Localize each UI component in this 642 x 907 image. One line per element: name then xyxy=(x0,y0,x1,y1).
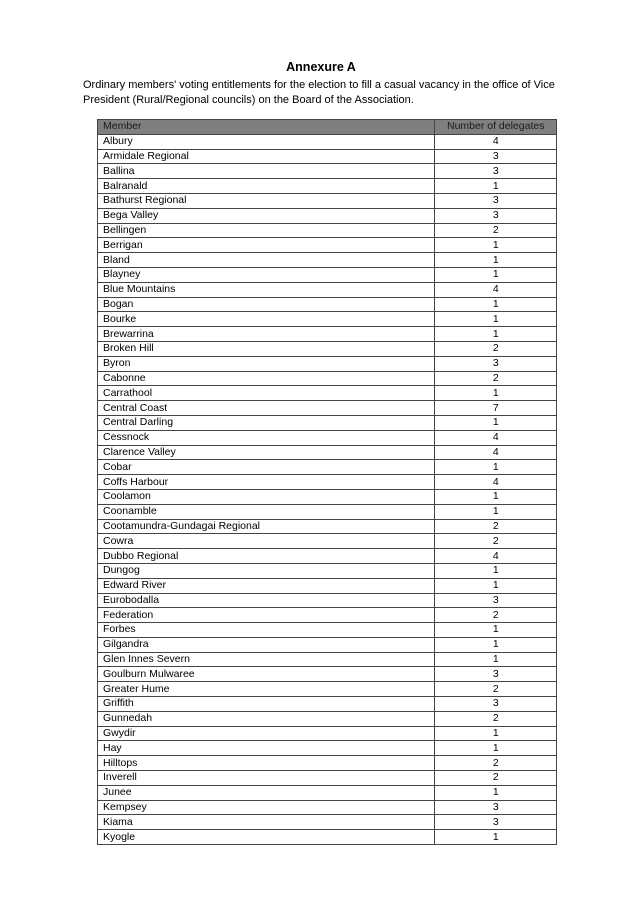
member-name-cell: Carrathool xyxy=(98,386,435,401)
intro-paragraph: Ordinary members' voting entitlements for the election to fill a casual vacancy in the office of Vice President (Rural/Regional councils) on the Board of the Association. xyxy=(83,79,555,106)
member-name-cell: Broken Hill xyxy=(98,341,435,356)
delegates-count-cell: 1 xyxy=(435,563,557,578)
table-row xyxy=(98,238,557,253)
page-title: Annexure A xyxy=(286,60,356,74)
table-row xyxy=(98,267,557,282)
member-name-cell: Cobar xyxy=(98,460,435,475)
delegates-count-cell: 2 xyxy=(435,711,557,726)
table-row xyxy=(98,341,557,356)
delegates-count-cell: 4 xyxy=(435,445,557,460)
delegates-count-cell: 3 xyxy=(435,356,557,371)
table-row xyxy=(98,815,557,830)
member-name-cell: Berrigan xyxy=(98,238,435,253)
member-name-cell: Clarence Valley xyxy=(98,445,435,460)
table-row xyxy=(98,430,557,445)
table-row xyxy=(98,623,557,638)
table-row xyxy=(98,578,557,593)
table-row xyxy=(98,371,557,386)
table-row xyxy=(98,608,557,623)
delegates-count-cell: 1 xyxy=(435,830,557,845)
member-name-cell: Greater Hume xyxy=(98,682,435,697)
delegates-count-cell: 3 xyxy=(435,815,557,830)
table-row xyxy=(98,637,557,652)
table-row xyxy=(98,223,557,238)
member-name-cell: Cowra xyxy=(98,534,435,549)
member-name-cell: Kiama xyxy=(98,815,435,830)
member-name-cell: Goulburn Mulwaree xyxy=(98,667,435,682)
table-row xyxy=(98,401,557,416)
delegates-count-cell: 1 xyxy=(435,386,557,401)
member-name-cell: Brewarrina xyxy=(98,327,435,342)
table-row xyxy=(98,208,557,223)
member-name-cell: Gunnedah xyxy=(98,711,435,726)
member-name-cell: Bland xyxy=(98,253,435,268)
delegates-count-cell: 1 xyxy=(435,179,557,194)
delegates-count-cell: 4 xyxy=(435,134,557,149)
member-name-cell: Dubbo Regional xyxy=(98,549,435,564)
member-name-cell: Dungog xyxy=(98,563,435,578)
member-name-cell: Hilltops xyxy=(98,756,435,771)
table-row xyxy=(98,741,557,756)
table-row xyxy=(98,460,557,475)
table-row xyxy=(98,726,557,741)
table-row xyxy=(98,282,557,297)
member-name-cell: Cootamundra-Gundagai Regional xyxy=(98,519,435,534)
table-row xyxy=(98,563,557,578)
delegates-count-cell: 2 xyxy=(435,682,557,697)
table-row xyxy=(98,134,557,149)
delegates-count-cell: 2 xyxy=(435,519,557,534)
delegates-count-cell: 3 xyxy=(435,193,557,208)
table-row xyxy=(98,415,557,430)
member-name-cell: Bega Valley xyxy=(98,208,435,223)
delegates-count-cell: 2 xyxy=(435,608,557,623)
table-row xyxy=(98,386,557,401)
member-name-cell: Coolamon xyxy=(98,489,435,504)
table-body xyxy=(98,134,557,844)
table-row xyxy=(98,253,557,268)
table-row xyxy=(98,356,557,371)
member-name-cell: Junee xyxy=(98,785,435,800)
delegates-count-cell: 7 xyxy=(435,401,557,416)
delegates-count-cell: 3 xyxy=(435,697,557,712)
delegates-count-cell: 1 xyxy=(435,297,557,312)
member-name-cell: Edward River xyxy=(98,578,435,593)
member-name-cell: Eurobodalla xyxy=(98,593,435,608)
member-name-cell: Balranald xyxy=(98,179,435,194)
table-row xyxy=(98,297,557,312)
delegates-count-cell: 1 xyxy=(435,578,557,593)
table-row xyxy=(98,149,557,164)
delegates-count-cell: 3 xyxy=(435,593,557,608)
table-row xyxy=(98,800,557,815)
table-row xyxy=(98,164,557,179)
member-name-cell: Bogan xyxy=(98,297,435,312)
table-row xyxy=(98,756,557,771)
delegates-count-cell: 2 xyxy=(435,771,557,786)
member-name-cell: Coffs Harbour xyxy=(98,475,435,490)
voting-entitlements-table xyxy=(97,119,557,845)
member-name-cell: Central Darling xyxy=(98,415,435,430)
delegates-count-cell: 4 xyxy=(435,475,557,490)
table-row xyxy=(98,830,557,845)
delegates-count-cell: 1 xyxy=(435,726,557,741)
table-row xyxy=(98,593,557,608)
delegates-count-cell: 3 xyxy=(435,149,557,164)
delegates-count-cell: 3 xyxy=(435,164,557,179)
member-name-cell: Gwydir xyxy=(98,726,435,741)
table-row xyxy=(98,711,557,726)
member-name-cell: Griffith xyxy=(98,697,435,712)
member-name-cell: Albury xyxy=(98,134,435,149)
delegates-count-cell: 4 xyxy=(435,549,557,564)
table-row xyxy=(98,445,557,460)
delegates-count-cell: 1 xyxy=(435,637,557,652)
table-header-row xyxy=(98,120,557,135)
delegates-count-cell: 2 xyxy=(435,756,557,771)
delegates-count-cell: 2 xyxy=(435,534,557,549)
delegates-count-cell: 2 xyxy=(435,371,557,386)
member-name-cell: Gilgandra xyxy=(98,637,435,652)
member-name-cell: Blayney xyxy=(98,267,435,282)
member-name-cell: Byron xyxy=(98,356,435,371)
member-name-cell: Glen Innes Severn xyxy=(98,652,435,667)
delegates-count-cell: 2 xyxy=(435,341,557,356)
member-name-cell: Kempsey xyxy=(98,800,435,815)
delegates-count-cell: 1 xyxy=(435,253,557,268)
table-row xyxy=(98,519,557,534)
delegates-count-cell: 4 xyxy=(435,430,557,445)
member-name-cell: Forbes xyxy=(98,623,435,638)
table-row xyxy=(98,534,557,549)
table-row xyxy=(98,475,557,490)
table-row xyxy=(98,504,557,519)
member-name-cell: Ballina xyxy=(98,164,435,179)
member-name-cell: Federation xyxy=(98,608,435,623)
member-name-cell: Coonamble xyxy=(98,504,435,519)
delegates-count-cell: 1 xyxy=(435,652,557,667)
column-header-member: Member xyxy=(98,120,435,135)
table-row xyxy=(98,697,557,712)
delegates-count-cell: 1 xyxy=(435,489,557,504)
delegates-count-cell: 1 xyxy=(435,327,557,342)
member-name-cell: Cabonne xyxy=(98,371,435,386)
delegates-count-cell: 1 xyxy=(435,623,557,638)
member-name-cell: Blue Mountains xyxy=(98,282,435,297)
delegates-count-cell: 1 xyxy=(435,415,557,430)
delegates-count-cell: 4 xyxy=(435,282,557,297)
table-row xyxy=(98,193,557,208)
table-row xyxy=(98,312,557,327)
delegates-count-cell: 3 xyxy=(435,208,557,223)
delegates-count-cell: 2 xyxy=(435,223,557,238)
member-name-cell: Bourke xyxy=(98,312,435,327)
delegates-count-cell: 1 xyxy=(435,267,557,282)
table-row xyxy=(98,667,557,682)
member-name-cell: Central Coast xyxy=(98,401,435,416)
delegates-count-cell: 1 xyxy=(435,785,557,800)
delegates-count-cell: 3 xyxy=(435,800,557,815)
member-name-cell: Bathurst Regional xyxy=(98,193,435,208)
delegates-count-cell: 1 xyxy=(435,312,557,327)
member-name-cell: Cessnock xyxy=(98,430,435,445)
table-row xyxy=(98,489,557,504)
table-row xyxy=(98,785,557,800)
table-row xyxy=(98,771,557,786)
table-row xyxy=(98,652,557,667)
table-row xyxy=(98,179,557,194)
table-row xyxy=(98,682,557,697)
member-name-cell: Bellingen xyxy=(98,223,435,238)
table-row xyxy=(98,327,557,342)
delegates-count-cell: 1 xyxy=(435,460,557,475)
delegates-count-cell: 1 xyxy=(435,504,557,519)
delegates-count-cell: 1 xyxy=(435,238,557,253)
table-row xyxy=(98,549,557,564)
delegates-count-cell: 1 xyxy=(435,741,557,756)
member-name-cell: Armidale Regional xyxy=(98,149,435,164)
member-name-cell: Kyogle xyxy=(98,830,435,845)
column-header-delegates: Number of delegates xyxy=(435,120,557,135)
member-name-cell: Inverell xyxy=(98,771,435,786)
member-name-cell: Hay xyxy=(98,741,435,756)
delegates-count-cell: 3 xyxy=(435,667,557,682)
